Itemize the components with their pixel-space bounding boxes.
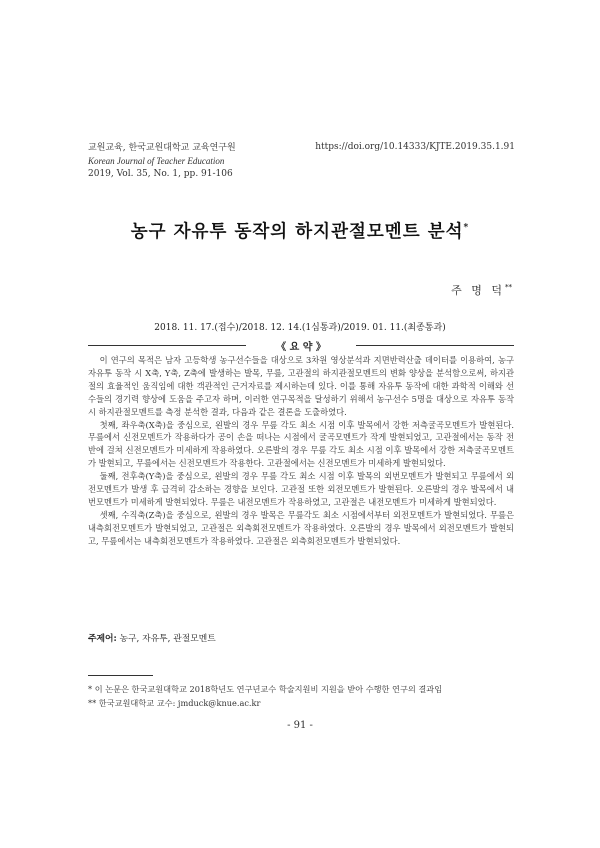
keywords-list: 농구, 자유투, 관절모멘트	[119, 634, 216, 644]
keywords-label: 주제어:	[88, 634, 117, 644]
volume-info: 2019, Vol. 35, No. 1, pp. 91-106	[88, 169, 233, 179]
journal-info	[88, 142, 348, 181]
footnote-divider	[88, 675, 153, 676]
author-name-text: 주 명 덕	[451, 284, 505, 297]
keywords	[88, 631, 216, 644]
author-footnote-mark: **	[505, 283, 512, 292]
page-number: - 91 -	[287, 720, 313, 731]
abstract-paragraph-intro: 이 연구의 목적은 남자 고등학생 농구선수들을 대상으로 3차원 영상분석과 지면반력산출 데이터를 이용하여, 농구 자유투 동작 시 X축, Y축, Z축에 발생하는 발목, 무릎, 고관절의 하지관절모멘트의 변화 양상을 분석함으로써, 하지관절의 효율적인 움직임에 대한 객관적인 근거자료를 제시하는데 있다. 이를 통해 자유투 동작에 대한 과학적 이해와 선수들의 경기력 향상에 도움을 주고자 하며, 이러한 연구목적을 달성하기 위해서 농구선수 5명을 대상으로 자유투 동작 시 하지관절모멘트를 측정 분석한 결과, 다음과 같은 결론을 도출하였다.	[88, 355, 514, 417]
footnote-author: ** 한국교원대학교 교수: jmduck@knue.ac.kr	[88, 698, 261, 708]
author-name	[451, 282, 512, 298]
abstract-body	[88, 354, 514, 548]
abstract-paragraph-third: 셋째, 수직축(Z축)을 중심으로, 왼발의 경우 발목은 무릎각도 최소 시점에서부터 외전모멘트가 발현되었다. 무릎은 내측회전모멘트가 발현되었고, 고관절은 외측회전모멘트가 작용하였다. 오른발의 경우 발목에서 외전모멘트가 발현되고, 무릎에서는 내측회전모멘트가 작용하였다. 고관절은 외측회전모멘트가 발현되었다.	[88, 509, 514, 546]
journal-name-korean: 교원교육, 한국교원대학교 교육연구원	[88, 143, 236, 153]
abstract-heading	[88, 338, 514, 352]
abstract-paragraph-first: 첫째, 좌우축(X축)을 중심으로, 왼발의 경우 무릎 각도 최소 시점 이후 발목에서 강한 저측굴곡모멘트가 발현된다. 무릎에서 신전모멘트가 작용하다가 공이 손을 떠나는 시점에서 굴곡모멘트가 작게 발현되었고, 고관절에서는 동작 전반에 걸쳐 신전모멘트가 미세하게 작용하였다. 오른발의 경우 무릎 각도 최소 시점 이후 발목에서 강한 저측굴곡모멘트가 발현되고, 무릎에서는 신전모멘트가 작용한다. 고관절에서는 신전모멘트가 미세하게 발현되었다.	[88, 419, 514, 469]
doi-link[interactable]: https://doi.org/10.14333/KJTE.2019.35.1.91	[315, 142, 515, 152]
heading-rule-right	[356, 345, 514, 346]
paper-title-text: 농구 자유투 동작의 하지관절모멘트 분석	[130, 222, 464, 242]
abstract-heading-label: 《 요 약 》	[276, 342, 326, 353]
journal-name-english: Korean Journal of Teacher Education	[88, 156, 225, 166]
paper-title	[0, 218, 600, 243]
footnote-funding: * 이 논문은 한국교원대학교 2018학년도 연구년교수 학술지원비 지원을 받아 수행한 연구의 결과임	[88, 684, 443, 694]
title-footnote-mark: *	[463, 223, 470, 234]
abstract-paragraph-second: 둘째, 전후축(Y축)을 중심으로, 왼발의 경우 무릎 각도 최소 시점 이후 발목의 외번모멘트가 발현되고 무릎에서 외전모멘트가 발생 후 급격히 감소하는 경향을 보인다. 고관절 또한 외전모멘트가 발현된다. 오른발의 경우 발목에서 내번모멘트가 미세하게 발현되었다. 무릎은 내전모멘트가 작용하였고, 고관절은 내전모멘트가 미세하게 발현되었다.	[88, 471, 514, 507]
submission-dates: 2018. 11. 17.(접수)/2018. 12. 14.(1심통과)/2019. 01. 11.(최종통과)	[154, 323, 446, 333]
